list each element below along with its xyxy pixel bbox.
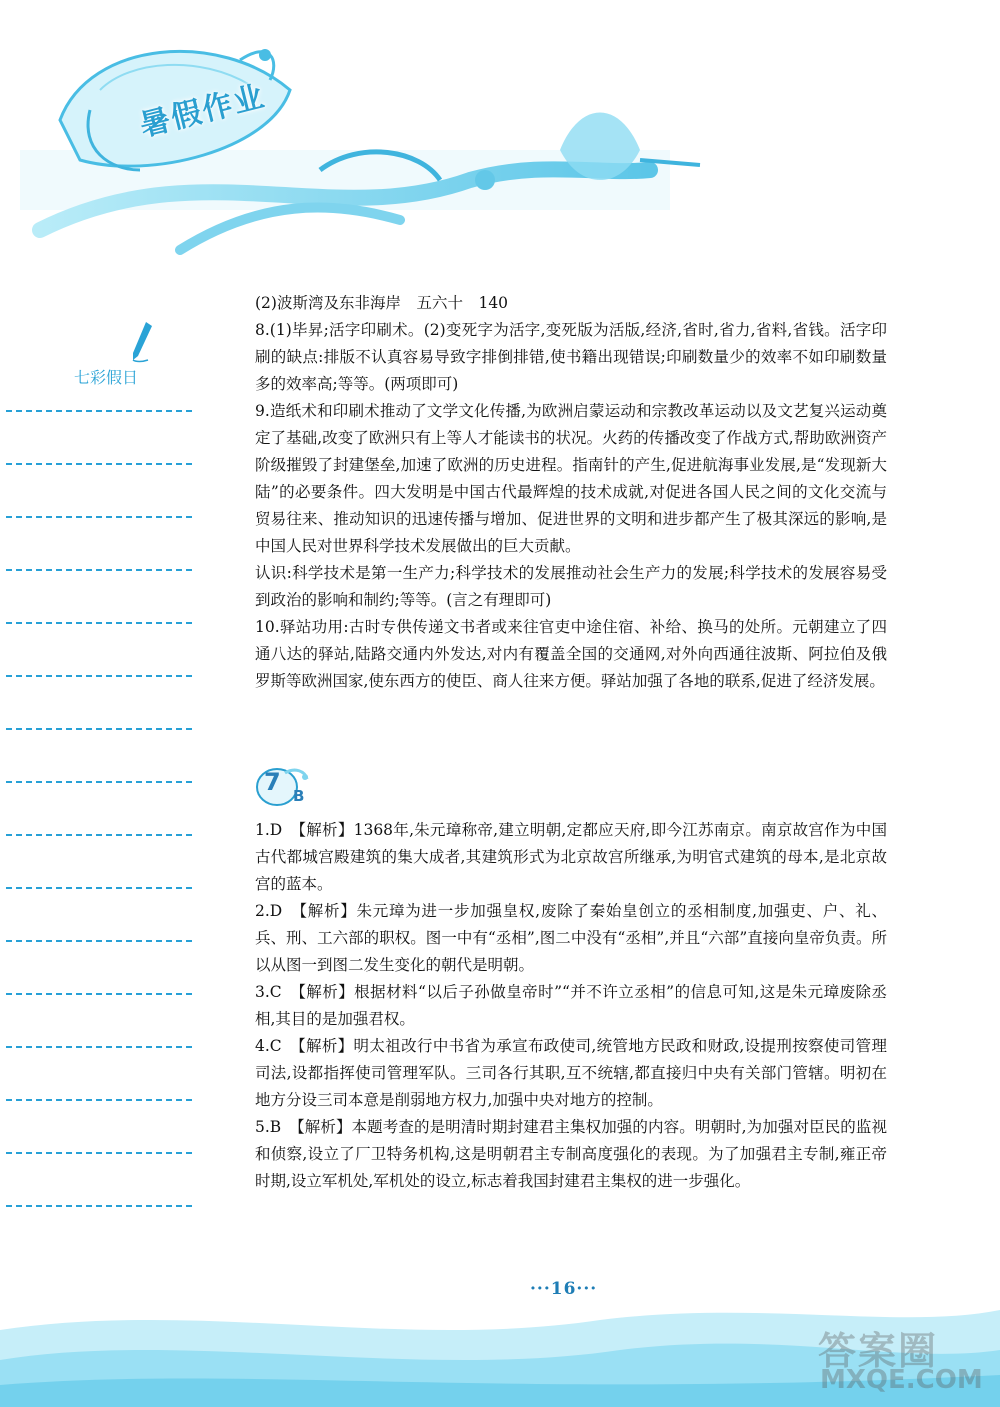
section-number: 7	[264, 768, 281, 796]
answers-part-2	[255, 817, 887, 1195]
pen-icon	[128, 320, 156, 364]
note-line	[6, 781, 192, 783]
watermark-url: MXQE.COM	[820, 1365, 983, 1395]
note-line	[6, 940, 192, 942]
header-title: 暑假作业	[136, 78, 270, 144]
note-line	[6, 887, 192, 889]
note-line	[6, 516, 192, 518]
note-line	[6, 1152, 192, 1154]
sidebar-label: 七彩假日	[74, 368, 139, 387]
answer-paragraph: 8.(1)毕昇;活字印刷术。(2)变死字为活字,变死版为活版,经济,省时,省力,省料,省钱。活字印刷的缺点:排版不认真容易导致字排倒排错,使书籍出现错误;印刷数量少的效率不如印刷数量多的效率高;等等。(两项即可)	[255, 321, 887, 393]
answer-paragraph: 4.C 【解析】明太祖改行中书省为承宣布政使司,统管地方民政和财政,设提刑按察使司管理司法,设都指挥使司管理军队。三司各行其职,互不统辖,都直接归中央有关部门管辖。明初在地方分设三司本意是削弱地方权力,加强中央对地方的控制。	[255, 1037, 887, 1109]
note-line	[6, 463, 192, 465]
answer-paragraph: (2)波斯湾及东非海岸 五六十 140	[255, 294, 509, 312]
note-line	[6, 622, 192, 624]
note-line	[6, 675, 192, 677]
note-line	[6, 1046, 192, 1048]
answer-paragraph: 9.造纸术和印刷术推动了文学文化传播,为欧洲启蒙运动和宗教改革运动以及文艺复兴运动奠定了基础,改变了欧洲只有上等人才能读书的状况。火药的传播改变了作战方式,帮助欧洲资产阶级摧毁了封建堡垒,加速了欧洲的历史进程。指南针的产生,促进航海事业发展,是“发现新大陆”的必要条件。四大发明是中国古代最辉煌的技术成就,对促进各国人民之间的文化交流与贸易往来、推动知识的迅速传播与增加、促进世界的文明和进步都产生了极其深远的影响,是中国人民对世界科学技术发展做出的巨大贡献。	[255, 402, 887, 555]
answer-paragraph: 2.D 【解析】朱元璋为进一步加强皇权,废除了秦始皇创立的丞相制度,加强吏、户、礼、兵、刑、工六部的职权。图一中有“丞相”,图二中没有“丞相”,并且“六部”直接向皇帝负责。所以从图一到图二发生变化的朝代是明朝。	[255, 902, 887, 974]
note-line	[6, 834, 192, 836]
answer-paragraph: 1.D 【解析】1368年,朱元璋称帝,建立明朝,定都应天府,即今江苏南京。南京故宫作为中国古代都城宫殿建筑的集大成者,其建筑形式为北京故宫所继承,为明官式建筑的母本,是北京故宫的蓝本。	[255, 821, 887, 893]
answers-part-1	[255, 290, 887, 695]
note-line	[6, 728, 192, 730]
answer-paragraph: 10.驿站功用:古时专供传递文书者或来往官吏中途住宿、补给、换马的处所。元朝建立了四通八达的驿站,陆路交通内外发达,对内有覆盖全国的交通网,对外向西通往波斯、阿拉伯及俄罗斯等欧洲国家,使东西方的使臣、商人往来方便。驿站加强了各地的联系,促进了经济发展。	[255, 618, 887, 690]
note-line	[6, 1099, 192, 1101]
note-line	[6, 410, 192, 412]
note-line	[6, 569, 192, 571]
section-letter: B	[293, 787, 305, 805]
answer-paragraph: 3.C 【解析】根据材料“以后子孙做皇帝时”“并不许立丞相”的信息可知,这是朱元璋废除丞相,其目的是加强君权。	[255, 983, 887, 1028]
page-number: ···16···	[530, 1279, 598, 1299]
watermark-logo: 答案圈	[818, 1329, 939, 1373]
note-line	[6, 1205, 192, 1207]
note-line	[6, 993, 192, 995]
answer-paragraph: 5.B 【解析】本题考查的是明清时期封建君主集权加强的内容。明朝时,为加强对臣民的监视和侦察,设立了厂卫特务机构,这是明朝君主专制高度强化的表现。为了加强君主专制,雍正帝时期,设立军机处,军机处的设立,标志着我国封建君主集权的进一步强化。	[255, 1118, 887, 1190]
answer-paragraph: 认识:科学技术是第一生产力;科学技术的发展推动社会生产力的发展;科学技术的发展容易受到政治的影响和制约;等等。(言之有理即可)	[255, 564, 887, 609]
